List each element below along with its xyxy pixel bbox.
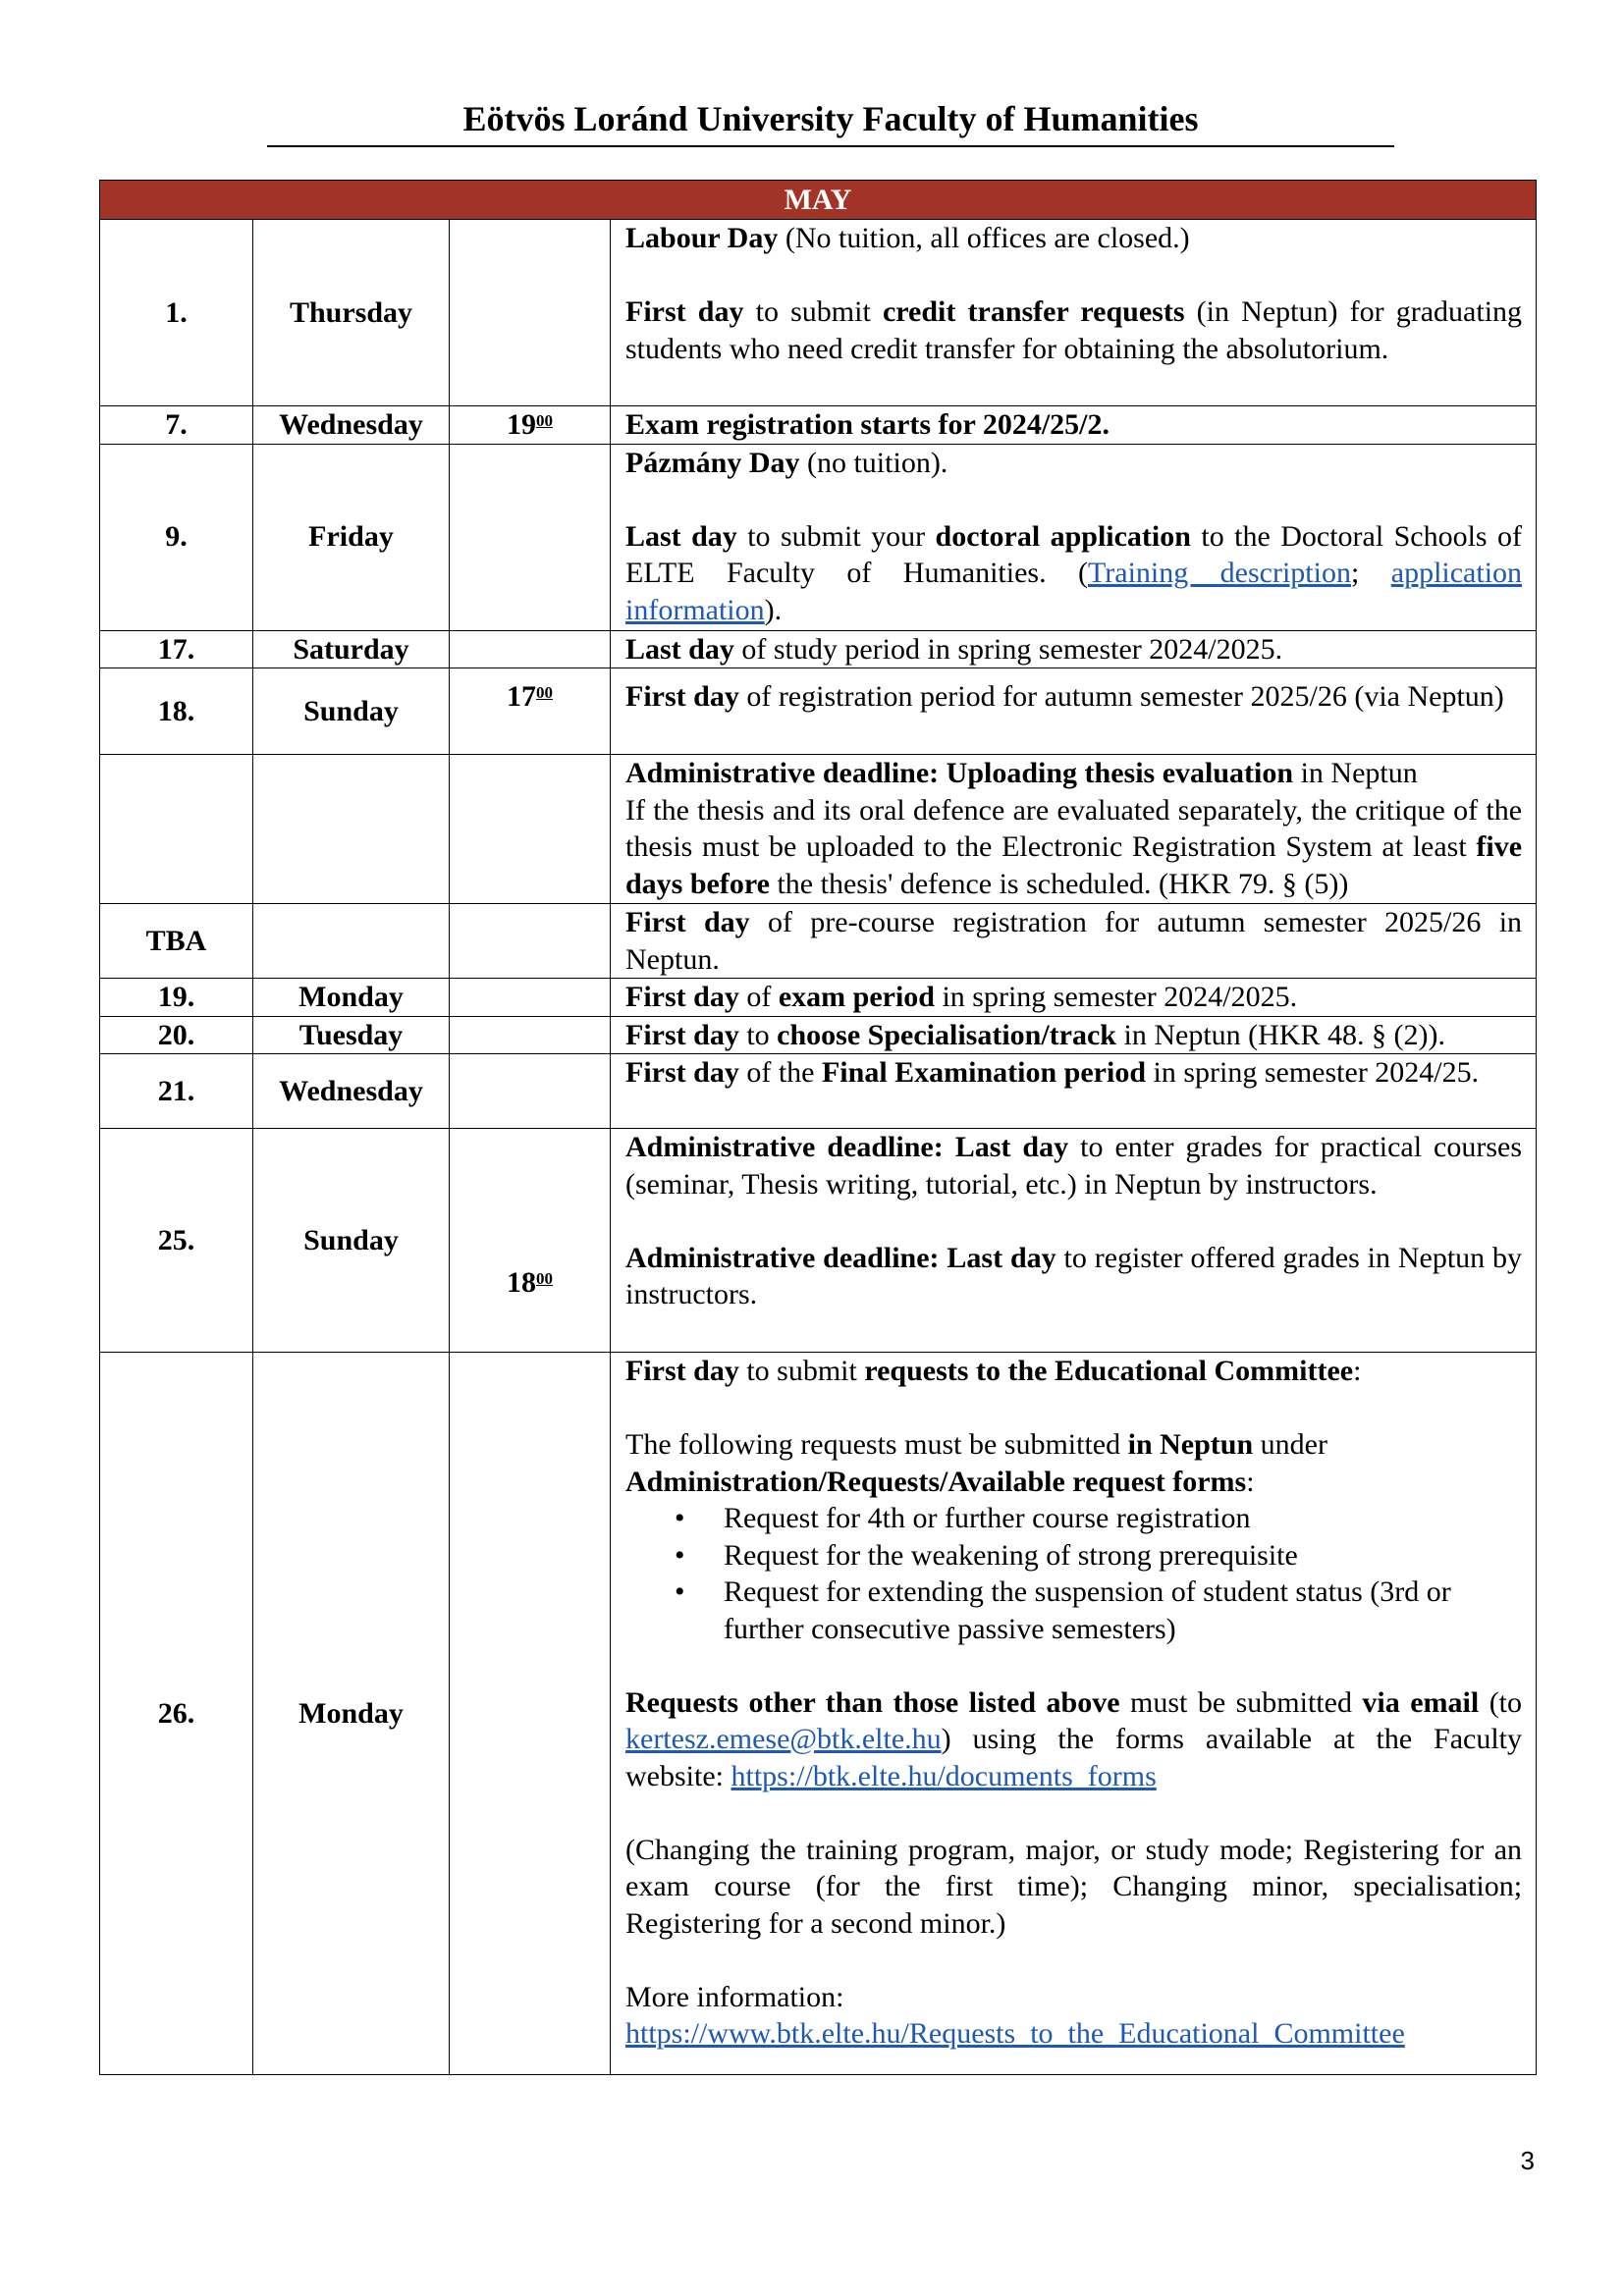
day-cell: 21.: [100, 1054, 253, 1129]
event-text: to submit: [743, 295, 883, 328]
weekday-cell: Saturday: [253, 630, 450, 668]
time-cell: [450, 1353, 611, 2075]
day-cell: [100, 755, 253, 904]
event-text: to the Doctoral Schools of ELTE Faculty of Humanities. (: [625, 519, 1523, 589]
time-hour: 17: [507, 680, 536, 713]
list-item: • Request for 4th or further course registration: [625, 1500, 1522, 1537]
event-text: of study period in spring semester 2024/2025.: [733, 632, 1283, 666]
event-text: ) using the forms available at the Faculty website:: [625, 1723, 1523, 1792]
table-row: [100, 220, 1537, 406]
day-cell: 1.: [100, 220, 253, 406]
event-text: of registration period for autumn semester 2025/26 (via Neptun): [738, 680, 1504, 713]
table-row: [100, 904, 1537, 979]
table-row: [100, 1353, 1537, 2075]
title-underline: [267, 145, 1394, 147]
event-title: Pázmány Day: [625, 446, 800, 479]
time-cell: [450, 406, 611, 445]
event-text: to submit your: [736, 519, 936, 553]
event-text: to: [738, 1018, 778, 1051]
event-text: must be submitted: [1119, 1685, 1363, 1719]
description-cell: [611, 220, 1537, 406]
month-header: MAY: [100, 181, 1537, 220]
time-cell: [450, 668, 611, 755]
event-text: (to: [1479, 1685, 1523, 1719]
event-text: ).: [764, 593, 783, 626]
event-title: Labour Day: [625, 222, 779, 254]
event-text: (Changing the training program, major, or study mode; Registering for an exam course (for the first time); Changing minor, specialisation; Registering for a second minor.): [625, 1833, 1523, 1940]
event-title: Exam registration starts for 2024/25/2.: [625, 408, 1110, 441]
calendar-table: [99, 180, 1537, 2075]
documents-forms-link[interactable]: https://btk.elte.hu/documents_forms: [731, 1759, 1157, 1792]
event-text: :: [1246, 1465, 1255, 1498]
day-cell: 17.: [100, 630, 253, 668]
table-row: [100, 755, 1537, 904]
weekday-cell: Sunday: [253, 1129, 450, 1353]
list-item: • Request for the weakening of strong prerequisite: [625, 1537, 1522, 1575]
educational-committee-link[interactable]: https://www.btk.elte.hu/Requests_to_the_Educational_Committee: [625, 2017, 1405, 2050]
description-cell: [611, 1016, 1537, 1054]
day-cell: 25.: [100, 1129, 253, 1353]
event-text: in Neptun: [1293, 757, 1418, 789]
table-row: [100, 444, 1537, 630]
time-cell: [450, 1016, 611, 1054]
weekday-cell: [253, 904, 450, 979]
table-row: [100, 406, 1537, 445]
emphasis-text: doctoral application: [935, 519, 1191, 553]
description-cell: [611, 1129, 1537, 1353]
emphasis-text: five days before: [625, 830, 1523, 900]
day-cell: 9.: [100, 444, 253, 630]
weekday-cell: Thursday: [253, 220, 450, 406]
emphasis-text: in Neptun: [1127, 1428, 1254, 1461]
event-text: ;: [1350, 557, 1391, 589]
event-text: in spring semester 2024/2025.: [934, 981, 1298, 1013]
event-text: The following requests must be submitted: [625, 1428, 1128, 1461]
event-text: More information:: [625, 1980, 844, 2013]
weekday-cell: Wednesday: [253, 406, 450, 445]
emphasis-text: exam period: [778, 981, 935, 1013]
emphasis-text: Last day: [625, 519, 737, 553]
time-cell: [450, 630, 611, 668]
event-text: to submit: [738, 1355, 865, 1387]
weekday-cell: Friday: [253, 444, 450, 630]
time-cell: [450, 1054, 611, 1129]
description-cell: [611, 904, 1537, 979]
list-item: • Request for extending the suspension of student status (3rd or further consecutive passive semesters): [625, 1574, 1522, 1647]
emphasis-text: choose Specialisation/track: [777, 1018, 1116, 1051]
event-text: (no tuition).: [799, 446, 948, 479]
email-link[interactable]: kertesz.emese@btk.elte.hu: [625, 1723, 942, 1755]
description-cell: [611, 630, 1537, 668]
day-cell: TBA: [100, 904, 253, 979]
emphasis-text: via email: [1362, 1685, 1480, 1719]
event-text: :: [1353, 1355, 1362, 1387]
event-text: to enter grades for practical courses (seminar, Thesis writing, tutorial, etc.) in Neptun by instructors.: [625, 1131, 1523, 1201]
request-list: [625, 1500, 1522, 1647]
event-text: in spring semester 2024/25.: [1146, 1056, 1480, 1089]
event-text: If the thesis and its oral defence are evaluated separately, the critique of the thesis must be uploaded to the Electronic Registration System at least: [625, 793, 1523, 863]
time-minutes: 00: [536, 683, 553, 702]
event-text: of the: [738, 1056, 822, 1089]
weekday-cell: Tuesday: [253, 1016, 450, 1054]
day-cell: 20.: [100, 1016, 253, 1054]
weekday-cell: Monday: [253, 1353, 450, 2075]
time-cell: [450, 1129, 611, 1353]
month-header-row: [100, 181, 1537, 220]
description-cell: [611, 444, 1537, 630]
time-cell: [450, 444, 611, 630]
emphasis-text: First day: [625, 1018, 739, 1051]
training-description-link[interactable]: Training description: [1088, 557, 1351, 589]
day-cell: 19.: [100, 979, 253, 1017]
day-cell: 26.: [100, 1353, 253, 2075]
emphasis-text: Administrative deadline: Last day: [625, 1241, 1056, 1274]
event-text: of pre-course registration for autumn semester 2025/26 in Neptun.: [625, 906, 1523, 976]
time-minutes: 00: [536, 411, 553, 430]
event-text: to register offered grades in Neptun by instructors.: [625, 1241, 1523, 1310]
emphasis-text: Last day: [625, 632, 734, 666]
description-cell: [611, 755, 1537, 904]
time-cell: [450, 904, 611, 979]
emphasis-text: First day: [625, 981, 739, 1013]
event-text: in Neptun (HKR 48. § (2)).: [1116, 1018, 1445, 1051]
emphasis-text: Final Examination period: [821, 1056, 1147, 1089]
table-row: [100, 1054, 1537, 1129]
emphasis-text: First day: [625, 1056, 739, 1089]
time-hour: 18: [507, 1265, 536, 1299]
emphasis-text: First day: [625, 680, 739, 713]
table-row: [100, 668, 1537, 755]
day-cell: 7.: [100, 406, 253, 445]
table-row: [100, 630, 1537, 668]
event-text: of: [738, 981, 779, 1013]
table-row: [100, 979, 1537, 1017]
event-text: (in Neptun) for graduating students who need credit transfer for obtaining the absolutorium.: [625, 295, 1523, 365]
time-minutes: 00: [536, 1268, 553, 1288]
time-hour: 19: [507, 408, 536, 441]
description-cell: [611, 979, 1537, 1017]
event-text: (No tuition, all offices are closed.): [778, 222, 1190, 254]
day-cell: 18.: [100, 668, 253, 755]
weekday-cell: Wednesday: [253, 1054, 450, 1129]
emphasis-text: Administrative deadline: Last day: [625, 1131, 1069, 1163]
weekday-cell: [253, 755, 450, 904]
emphasis-text: Administration/Requests/Available request forms: [625, 1465, 1247, 1498]
weekday-cell: Monday: [253, 979, 450, 1017]
emphasis-text: First day: [625, 906, 750, 938]
table-row: [100, 1016, 1537, 1054]
table-row: [100, 1129, 1537, 1353]
page-title: Eötvös Loránd University Faculty of Humanities: [462, 99, 1199, 138]
description-cell: [611, 668, 1537, 755]
emphasis-text: Administrative deadline: Uploading thesis evaluation: [625, 757, 1294, 789]
time-cell: [450, 979, 611, 1017]
description-cell: [611, 1054, 1537, 1129]
application-information-link[interactable]: application information: [625, 557, 1523, 626]
event-text: the thesis' defence is scheduled. (HKR 79. § (5)): [769, 867, 1349, 900]
time-cell: [450, 755, 611, 904]
emphasis-text: credit transfer requests: [882, 295, 1185, 328]
event-text: under: [1253, 1428, 1327, 1461]
emphasis-text: First day: [625, 295, 744, 328]
page-number: 3: [1520, 2146, 1535, 2175]
time-cell: [450, 220, 611, 406]
emphasis-text: First day: [625, 1355, 739, 1387]
weekday-cell: Sunday: [253, 668, 450, 755]
description-cell: [611, 406, 1537, 445]
description-cell: [611, 1353, 1537, 2075]
emphasis-text: requests to the Educational Committee: [864, 1355, 1354, 1387]
emphasis-text: Requests other than those listed above: [625, 1685, 1120, 1719]
